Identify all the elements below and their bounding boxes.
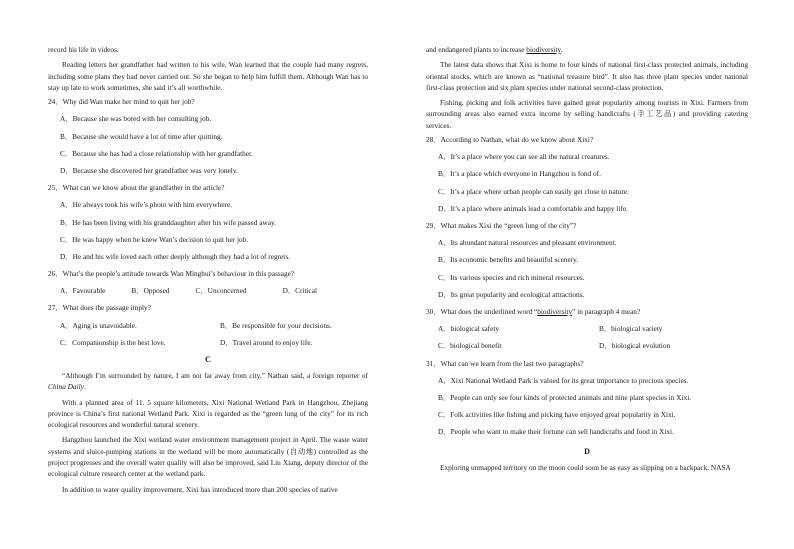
q24-option-b: B．Because she would have a lot of time after quitting. [60, 131, 223, 141]
question-25: 25．What can we know about the grandfather in the article? [48, 183, 225, 193]
right-column [426, 44, 748, 478]
q28-option-c: C．It’s a place where urban people can easily get close to nature. [438, 186, 629, 196]
passage-c-quote: “Although I’m surrounded by nature, I am not far away from city,” Nathan said, a foreign reporter of [62, 371, 368, 380]
q31-option-d: D．People who want to make their fortune can sell handicrafts and food in Xixi. [438, 427, 674, 437]
passage-c-paragraph-6: Fishing, picking and folk activities have gained great popularity among tourists in Xixi. Farmers from surrounding areas also earned extra income by selling handicrafts (手工艺品) and providing catering services. [426, 98, 748, 130]
q24-option-d: D．Because she discovered her grandfather was very lonely. [60, 165, 238, 175]
passage-c-paragraph-2: With a planned area of 11. 5 square kilometers, Xixi National Wetland Park in Hangzhou, Zhejiang province is China’s first national Wetland Park. Xixi is regarded as the “green lung of the city” for its rich ecological resources and wonderful natural scenery. [48, 397, 368, 430]
q30-underlined-word: biodiversity [537, 306, 573, 316]
question-31: 31．What can we learn from the last two paragraphs? [426, 358, 584, 368]
q24-option-c: C．Because she has had a close relationship with her grandfather. [60, 148, 253, 158]
q26-option-d: D．Critical [282, 286, 318, 296]
continued-period: . [560, 45, 563, 54]
q26-option-a: A．Favourable [60, 286, 106, 296]
newspaper-name: China Daily [48, 382, 84, 392]
q30-option-a: A．biological safety [438, 324, 499, 334]
passage-b-paragraph: Reading letters her grandfather had written to his wife, Wan learned that the couple had many regrets, including some plans they had never carried out. So she began to help him fulfill them. Although Wan has to stay up late to work sometimes, she said it’s all worthwhile. [48, 60, 368, 92]
passage-b-ending: record his life in videos. [48, 45, 119, 54]
q26-option-b: B．Opposed [131, 286, 170, 296]
q28-option-d: D．It’s a place where animals lead a comfortable and happy life. [438, 203, 628, 213]
passage-c-continued [426, 44, 748, 55]
q26-options [48, 286, 368, 296]
passage-c-paragraph-1 [48, 370, 368, 393]
q26-option-c: C．Unconcerned [195, 286, 247, 296]
q30-options-row-1 [426, 324, 748, 334]
question-30 [426, 307, 748, 317]
q31-option-b: B．People can only see four kinds of protected animals and nine plant species in Xixi. [438, 392, 692, 402]
q27-option-d: D．Travel around to enjoy life. [220, 337, 313, 347]
q28-option-a: A．It’s a place where you can see all the natural creatures. [438, 152, 610, 162]
question-24: 24．Why did Wan make her mind to quit her job? [48, 97, 195, 107]
section-d-heading: D [584, 447, 590, 457]
q30-option-d: D．biological evolution [599, 341, 671, 351]
q27-options-row-2 [48, 338, 368, 348]
q24-option-a: A．Because she was bored with her consulting job. [60, 114, 212, 124]
passage-d-paragraph-1: Exploring unmapped territory on the moon could soon be as easy as slipping on a backpack. NASA [440, 463, 731, 473]
question-29: 29．What makes Xixi the “green lung of the city”? [426, 221, 577, 231]
q25-option-c: C．He was happy when he knew Wan’s decision to quit her job. [60, 234, 249, 244]
q29-option-b: B．Its economic benefits and beautiful scenery. [438, 255, 579, 265]
q27-option-a: A．Aging is unavoidable. [60, 320, 137, 330]
q31-option-c: C．Folk activities like fishing and picking have enjoyed great popularity in Xixi. [438, 410, 676, 420]
passage-c-paragraph-4: In addition to water quality improvement, Xixi has introduced more than 200 species of native [62, 484, 338, 494]
passage-c-paragraph-3: Hangzhou launched the Xixi wetland water environment management project in April. The waste water systems and sluice-pumping stations in the wetland will be more automatically (自动地) controlled as the project progresses and the overall water quality will also be improved, said Liu Xiang, deputy director of the ecological culture research center at the wetland park. [48, 435, 368, 479]
q27-option-b: B．Be responsible for your decisions. [220, 320, 332, 330]
q30-options-row-2 [426, 341, 748, 351]
q31-option-a: A．Xixi National Wetland Park is valued for its great importance to precious species. [438, 375, 689, 385]
passage-c-paragraph-5: The latest data shows that Xixi is home to four kinds of national first-class protected animals, including oriental stocks, which are known as “national treasure bird”. It also has three plant species under national first-class protection and six plant species under national second-class protection. [426, 60, 748, 92]
q27-options-row-1 [48, 321, 368, 331]
q29-option-d: D．Its great popularity and ecological attractions. [438, 289, 585, 299]
q30-text-end: ” in paragraph 4 mean? [572, 306, 641, 316]
q28-option-b: B．It’s a place which everyone in Hangzhou is fond of. [438, 169, 601, 179]
q29-option-c: C．Its various species and rich mineral resources. [438, 272, 585, 282]
section-c-heading: C [205, 355, 211, 364]
question-27: 27．What does the passage imply? [48, 303, 151, 313]
question-28: 28．According to Nathan, what do we know about Xixi? [426, 135, 594, 145]
q25-option-b: B．He has been living with his granddaughter after his wife passed away. [60, 217, 276, 227]
q30-option-b: B．biological variety [599, 324, 663, 334]
q25-option-d: D．He and his wife loved each other deeply although they had a lot of regrets. [60, 251, 290, 261]
q27-option-c: C．Companionship is the best love. [60, 337, 166, 347]
left-column [48, 44, 368, 499]
q25-option-a: A．He always took his wife’s photo with him everywhere. [60, 200, 233, 210]
q30-option-c: C．biological benefit [438, 341, 502, 351]
continued-text: and endangered plants to increase [426, 45, 527, 54]
q29-option-a: A．Its abundant natural resources and pleasant environment. [438, 238, 617, 248]
passage-c-period: . [83, 382, 86, 392]
question-26: 26．What’s the people’s attitude towards Wan Minghui’s behaviour in this passage? [48, 269, 295, 279]
q30-text-start: 30．What does the underlined word “ [426, 306, 538, 316]
underlined-word-biodiversity: biodiversity [526, 45, 561, 54]
